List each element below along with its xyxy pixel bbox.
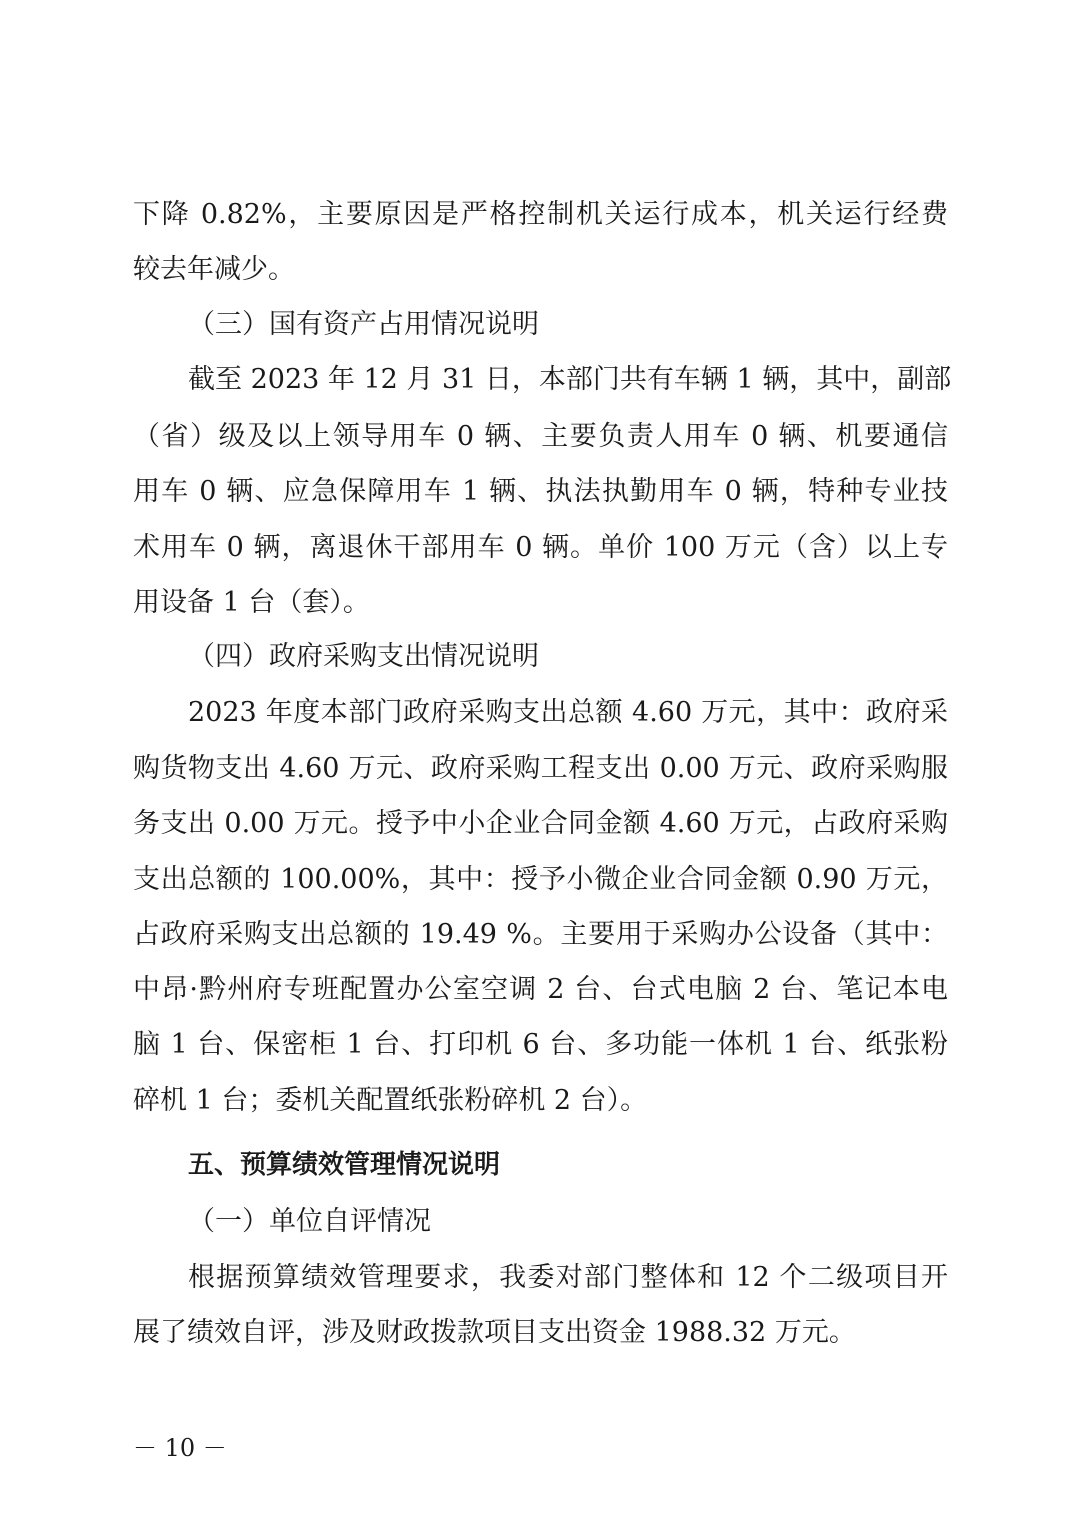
- section-heading-procurement: （四）政府采购支出情况说明: [188, 641, 539, 672]
- paragraph-line: 较去年减少。: [133, 254, 295, 285]
- paragraph-line: 用车 0 辆、应急保障用车 1 辆、执法执勤用车 0 辆，特种专业技: [133, 476, 948, 507]
- paragraph-line: 支出总额的 100.00%，其中：授予小微企业合同金额 0.90 万元，: [133, 864, 948, 895]
- paragraph-line: 购货物支出 4.60 万元、政府采购工程支出 0.00 万元、政府采购服: [133, 753, 948, 784]
- paragraph-line: 碎机 1 台；委机关配置纸张粉碎机 2 台）。: [133, 1085, 648, 1116]
- section-heading-assets: （三）国有资产占用情况说明: [188, 309, 539, 340]
- paragraph-line: 务支出 0.00 万元。授予中小企业合同金额 4.60 万元，占政府采购: [133, 808, 948, 839]
- paragraph-line: 下降 0.82%，主要原因是严格控制机关运行成本，机关运行经费: [133, 199, 948, 230]
- paragraph-line: 展了绩效自评，涉及财政拨款项目支出资金 1988.32 万元。: [133, 1317, 856, 1348]
- subsection-heading-self-evaluation: （一）单位自评情况: [188, 1206, 431, 1237]
- paragraph-line: 截至 2023 年 12 月 31 日，本部门共有车辆 1 辆，其中，副部: [188, 364, 952, 395]
- page-number: － 10 －: [133, 1434, 227, 1462]
- paragraph-line: 根据预算绩效管理要求，我委对部门整体和 12 个二级项目开: [188, 1262, 948, 1293]
- paragraph-line: 中昂·黔州府专班配置办公室空调 2 台、台式电脑 2 台、笔记本电: [133, 974, 948, 1005]
- paragraph-line: 脑 1 台、保密柜 1 台、打印机 6 台、多功能一体机 1 台、纸张粉: [133, 1029, 948, 1060]
- paragraph-line: 2023 年度本部门政府采购支出总额 4.60 万元，其中：政府采: [188, 697, 948, 728]
- paragraph-line: 术用车 0 辆，离退休干部用车 0 辆。单价 100 万元（含）以上专: [133, 532, 948, 563]
- section-heading-performance: 五、预算绩效管理情况说明: [188, 1150, 501, 1180]
- paragraph-line: 用设备 1 台（套）。: [133, 587, 370, 618]
- paragraph-line: （省）级及以上领导用车 0 辆、主要负责人用车 0 辆、机要通信: [133, 421, 948, 452]
- paragraph-line: 占政府采购支出总额的 19.49 %。主要用于采购办公设备（其中：: [133, 919, 948, 950]
